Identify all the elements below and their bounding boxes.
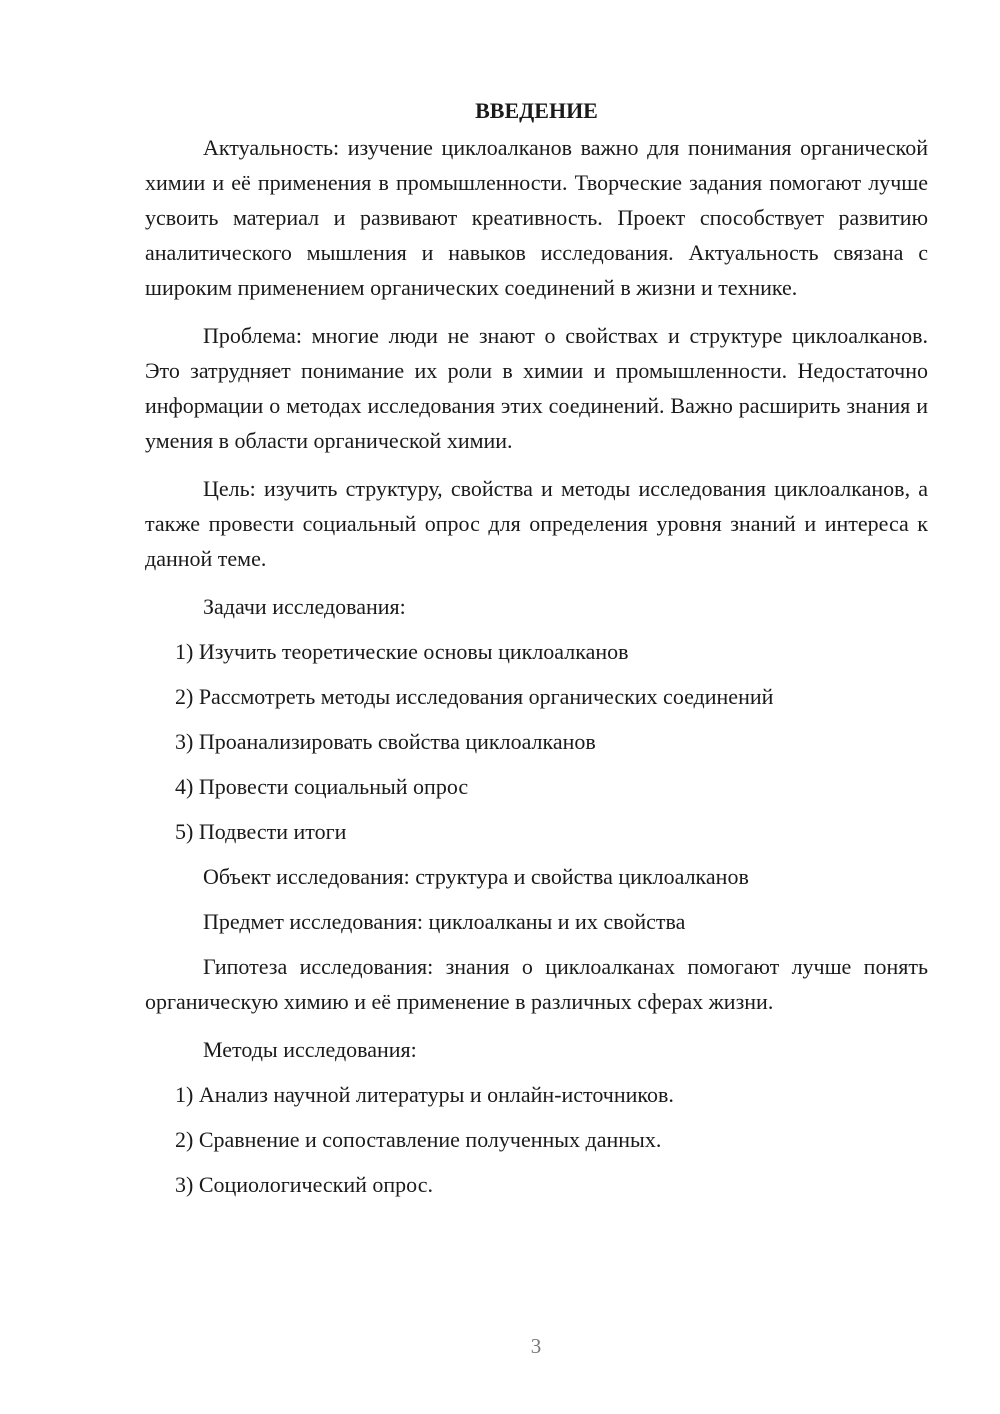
task-item: 5) Подвести итоги (175, 819, 347, 844)
hypothesis-paragraph: Гипотеза исследования: знания о циклоалканах помогают лучше понять органическую химию и её применение в различных сферах жизни. (145, 954, 928, 1014)
task-item: 4) Провести социальный опрос (175, 774, 469, 799)
page-title: ВВЕДЕНИЕ (475, 98, 598, 123)
problem-paragraph: Проблема: многие люди не знают о свойствах и структуре циклоалканов. Это затрудняет понимание их роли в химии и промышленности. Недостаточно информации о методах исследования этих соединений. Важно расширить знания и умения в области органической химии. (145, 323, 928, 453)
document-page (145, 95, 928, 1212)
method-item: 3) Социологический опрос. (175, 1172, 433, 1197)
method-item: 1) Анализ научной литературы и онлайн-источников. (175, 1082, 674, 1107)
research-subject: Предмет исследования: циклоалканы и их свойства (203, 909, 686, 934)
task-item: 3) Проанализировать свойства циклоалканов (175, 729, 596, 754)
relevance-paragraph: Актуальность: изучение циклоалканов важно для понимания органической химии и её применения в промышленности. Творческие задания помогают лучше усвоить материал и развивают креативность. Проект способствует развитию аналитического мышления и навыков исследования. Актуальность связана с широким применением органических соединений в жизни и технике. (145, 135, 928, 300)
task-item: 2) Рассмотреть методы исследования органических соединений (175, 684, 774, 709)
task-item: 1) Изучить теоретические основы циклоалканов (175, 639, 629, 664)
goal-paragraph: Цель: изучить структуру, свойства и методы исследования циклоалканов, а также провести социальный опрос для определения уровня знаний и интереса к данной теме. (145, 476, 928, 571)
method-item: 2) Сравнение и сопоставление полученных данных. (175, 1127, 662, 1152)
methods-heading: Методы исследования: (203, 1037, 417, 1062)
tasks-heading: Задачи исследования: (203, 594, 406, 619)
page-number: 3 (530, 1334, 542, 1358)
research-object: Объект исследования: структура и свойства циклоалканов (203, 864, 749, 889)
